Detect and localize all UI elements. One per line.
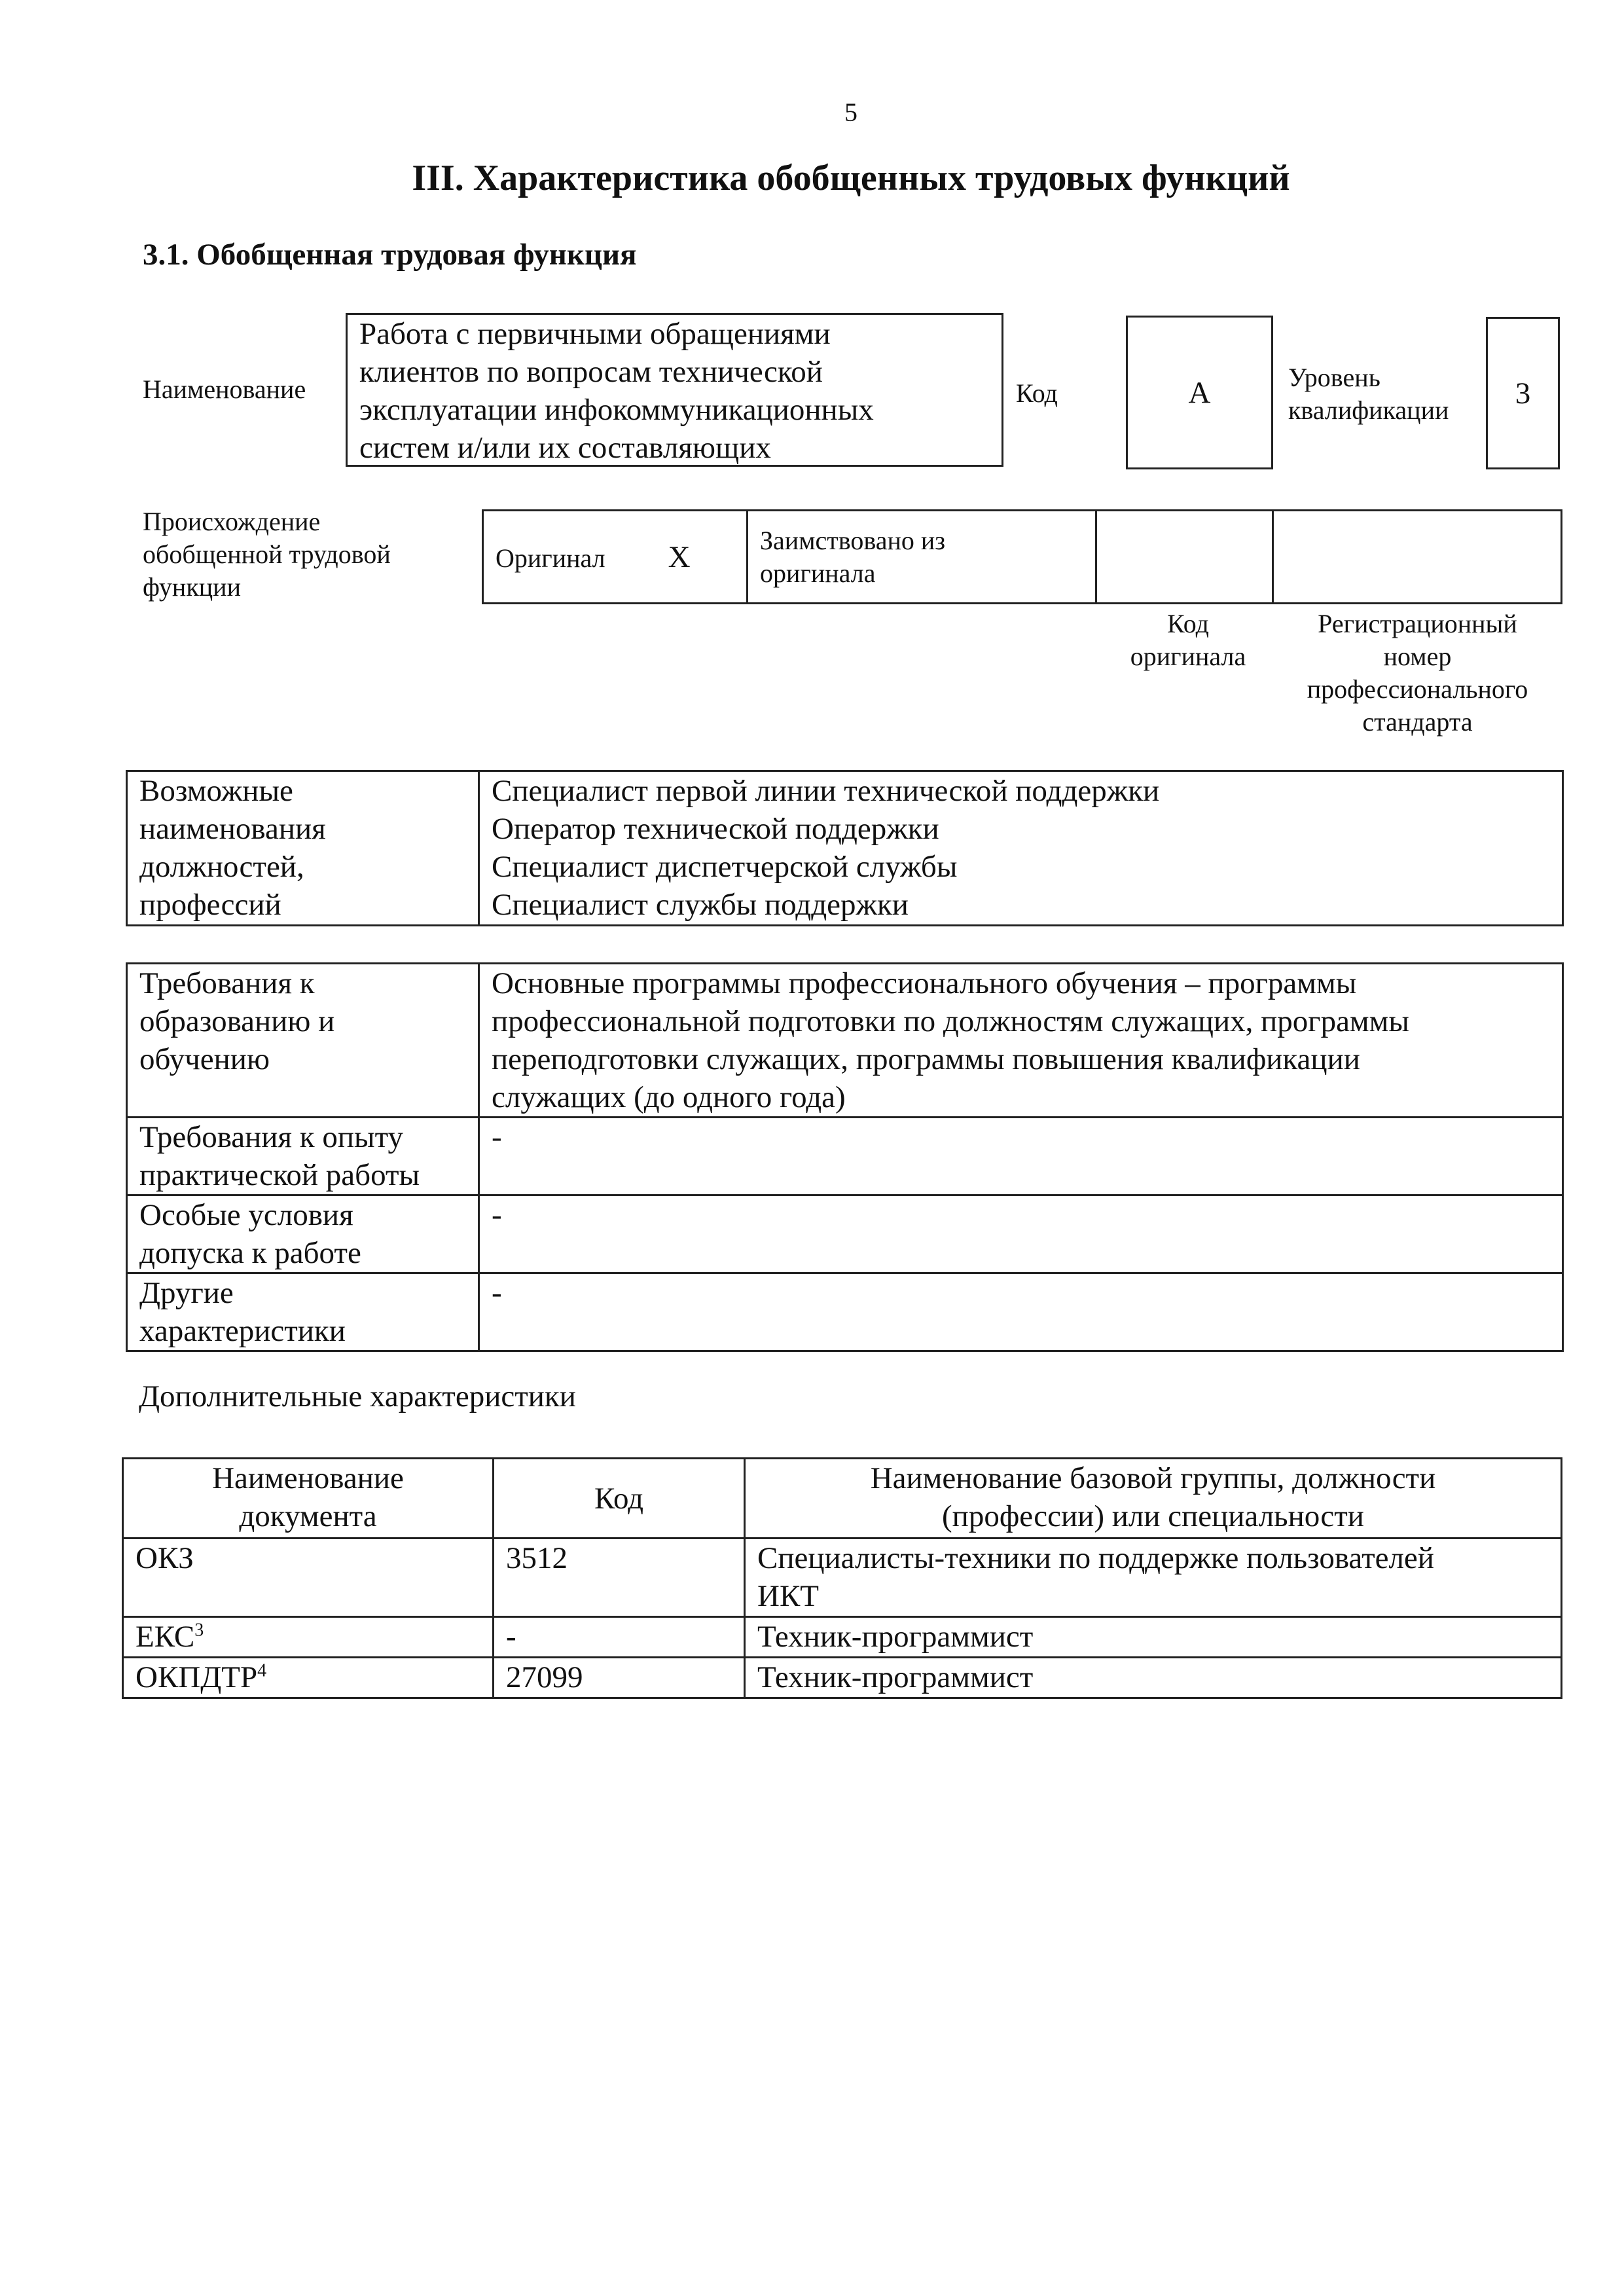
- footnote-mark: 4: [257, 1660, 267, 1681]
- name-label: Наименование: [143, 374, 306, 404]
- function-name-line: эксплуатации инфокоммуникационных: [359, 393, 874, 427]
- position-item: Специалист службы поддержки: [492, 888, 909, 922]
- reg-number-caption-line: Регистрационный: [1318, 609, 1517, 638]
- requirement-label-cell: [127, 1195, 479, 1273]
- borrowed-cell: [748, 511, 1096, 604]
- code-cell: [494, 1539, 745, 1617]
- requirement-value-line: переподготовки служащих, программы повышения квалификации: [492, 1042, 1360, 1076]
- requirement-label-line: допуска к работе: [139, 1236, 361, 1270]
- doc-name: ЕКС: [135, 1620, 195, 1654]
- code-value: -: [506, 1620, 516, 1654]
- requirement-label-line: Требования к опыту: [139, 1120, 404, 1154]
- name-cell: [745, 1658, 1562, 1698]
- original-cell: [483, 511, 748, 604]
- code-original-caption: [1100, 608, 1276, 673]
- requirement-row: [127, 1118, 1563, 1195]
- requirements-table: [126, 962, 1564, 1352]
- code-label: Код: [1016, 378, 1058, 408]
- additional-header-row: [123, 1459, 1562, 1539]
- code-box: [1126, 316, 1273, 469]
- requirement-label-line: Другие: [139, 1276, 234, 1310]
- requirement-value-cell: [479, 964, 1563, 1118]
- name-cell: [745, 1539, 1562, 1617]
- code-cell: [494, 1617, 745, 1658]
- doc-cell: [123, 1539, 494, 1617]
- requirement-row: [127, 964, 1563, 1118]
- header-code-cell: [494, 1459, 745, 1539]
- doc-name: ОКПДТР: [135, 1660, 258, 1694]
- origin-table: [482, 509, 1562, 604]
- header-code: Код: [594, 1481, 644, 1516]
- position-item: Специалист первой линии технической поддержки: [492, 774, 1160, 808]
- header-name-line: Наименование базовой группы, должности: [870, 1461, 1436, 1495]
- requirement-label-cell: [127, 964, 479, 1118]
- requirement-label-line: характеристики: [139, 1314, 346, 1348]
- positions-label-line: наименования: [139, 812, 326, 846]
- requirement-value-cell: [479, 1118, 1563, 1195]
- header-doc-cell: [123, 1459, 494, 1539]
- origin-label-line: функции: [143, 572, 241, 602]
- level-label-line: квалификации: [1288, 395, 1449, 425]
- position-item: Специалист диспетчерской службы: [492, 850, 958, 884]
- requirement-value-cell: [479, 1273, 1563, 1351]
- function-name-line: клиентов по вопросам технической: [359, 355, 823, 389]
- doc-cell: [123, 1617, 494, 1658]
- code-original-caption-line: оригинала: [1130, 642, 1246, 671]
- requirement-value-line: Основные программы профессионального обучения – программы: [492, 966, 1357, 1000]
- reg-number-caption-line: стандарта: [1362, 707, 1473, 737]
- additional-row: [123, 1617, 1562, 1658]
- original-label: Оригинал: [496, 543, 605, 573]
- page-number: 5: [844, 98, 857, 127]
- code-original-cell: [1096, 511, 1273, 604]
- positions-label-cell: [127, 771, 479, 926]
- reg-number-cell: [1273, 511, 1562, 604]
- requirement-value-cell: [479, 1195, 1563, 1273]
- additional-table: [122, 1457, 1562, 1699]
- code-value: 3512: [506, 1541, 568, 1575]
- origin-label-line: обобщенной трудовой: [143, 539, 391, 569]
- function-name-box: [346, 313, 1003, 467]
- requirement-label-line: Требования к: [139, 966, 315, 1000]
- name-cell: [745, 1617, 1562, 1658]
- code-value: 27099: [506, 1660, 583, 1694]
- requirement-label-line: обучению: [139, 1042, 270, 1076]
- requirement-label-cell: [127, 1273, 479, 1351]
- name-line: Специалисты-техники по поддержке пользователей: [757, 1541, 1434, 1575]
- requirement-value-line: -: [492, 1198, 502, 1232]
- level-label-line: Уровень: [1288, 363, 1380, 392]
- footnote-mark: 3: [194, 1620, 204, 1641]
- positions-label-line: Возможные: [139, 774, 293, 808]
- function-name-line: систем и/или их составляющих: [359, 431, 771, 465]
- header-doc-line: документа: [239, 1499, 377, 1533]
- requirement-label-line: практической работы: [139, 1158, 420, 1192]
- positions-table: [126, 770, 1564, 926]
- code-original-caption-line: Код: [1167, 609, 1209, 638]
- requirement-value-line: -: [492, 1120, 502, 1154]
- doc-cell: [123, 1658, 494, 1698]
- borrowed-label-line: оригинала: [760, 558, 876, 588]
- name-line: ИКТ: [757, 1579, 819, 1613]
- requirement-value-line: -: [492, 1276, 502, 1310]
- original-mark: X: [668, 539, 691, 574]
- header-name-cell: [745, 1459, 1562, 1539]
- requirement-value-line: служащих (до одного года): [492, 1080, 846, 1114]
- doc-name: ОКЗ: [135, 1541, 194, 1575]
- level-value: 3: [1515, 376, 1531, 410]
- function-name-line: Работа с первичными обращениями: [359, 317, 831, 351]
- origin-label: [143, 505, 391, 604]
- requirement-value-line: профессиональной подготовки по должностям служащих, программы: [492, 1004, 1409, 1038]
- requirement-label-line: Особые условия: [139, 1198, 353, 1232]
- requirement-row: [127, 1195, 1563, 1273]
- positions-label-line: профессий: [139, 888, 281, 922]
- level-box: [1486, 317, 1560, 469]
- requirement-row: [127, 1273, 1563, 1351]
- section-title: III. Характеристика обобщенных трудовых функций: [412, 158, 1290, 198]
- name-line: Техник-программист: [757, 1620, 1034, 1654]
- requirement-label-line: образованию и: [139, 1004, 335, 1038]
- level-label: [1288, 361, 1449, 427]
- name-line: Техник-программист: [757, 1660, 1034, 1694]
- reg-number-caption-line: профессионального: [1307, 674, 1528, 704]
- origin-label-line: Происхождение: [143, 507, 321, 536]
- position-item: Оператор технической поддержки: [492, 812, 939, 846]
- additional-row: [123, 1539, 1562, 1617]
- code-cell: [494, 1658, 745, 1698]
- header-doc-line: Наименование: [212, 1461, 404, 1495]
- header-name-line: (профессии) или специальности: [942, 1499, 1364, 1533]
- subsection-title: 3.1. Обобщенная трудовая функция: [143, 238, 637, 272]
- requirement-label-cell: [127, 1118, 479, 1195]
- positions-label-line: должностей,: [139, 850, 304, 884]
- additional-title: Дополнительные характеристики: [139, 1379, 576, 1413]
- additional-row: [123, 1658, 1562, 1698]
- reg-number-caption: [1273, 608, 1562, 738]
- reg-number-caption-line: номер: [1383, 642, 1452, 671]
- code-value: А: [1188, 375, 1211, 410]
- borrowed-label-line: Заимствовано из: [760, 525, 946, 555]
- positions-list-cell: [479, 771, 1563, 926]
